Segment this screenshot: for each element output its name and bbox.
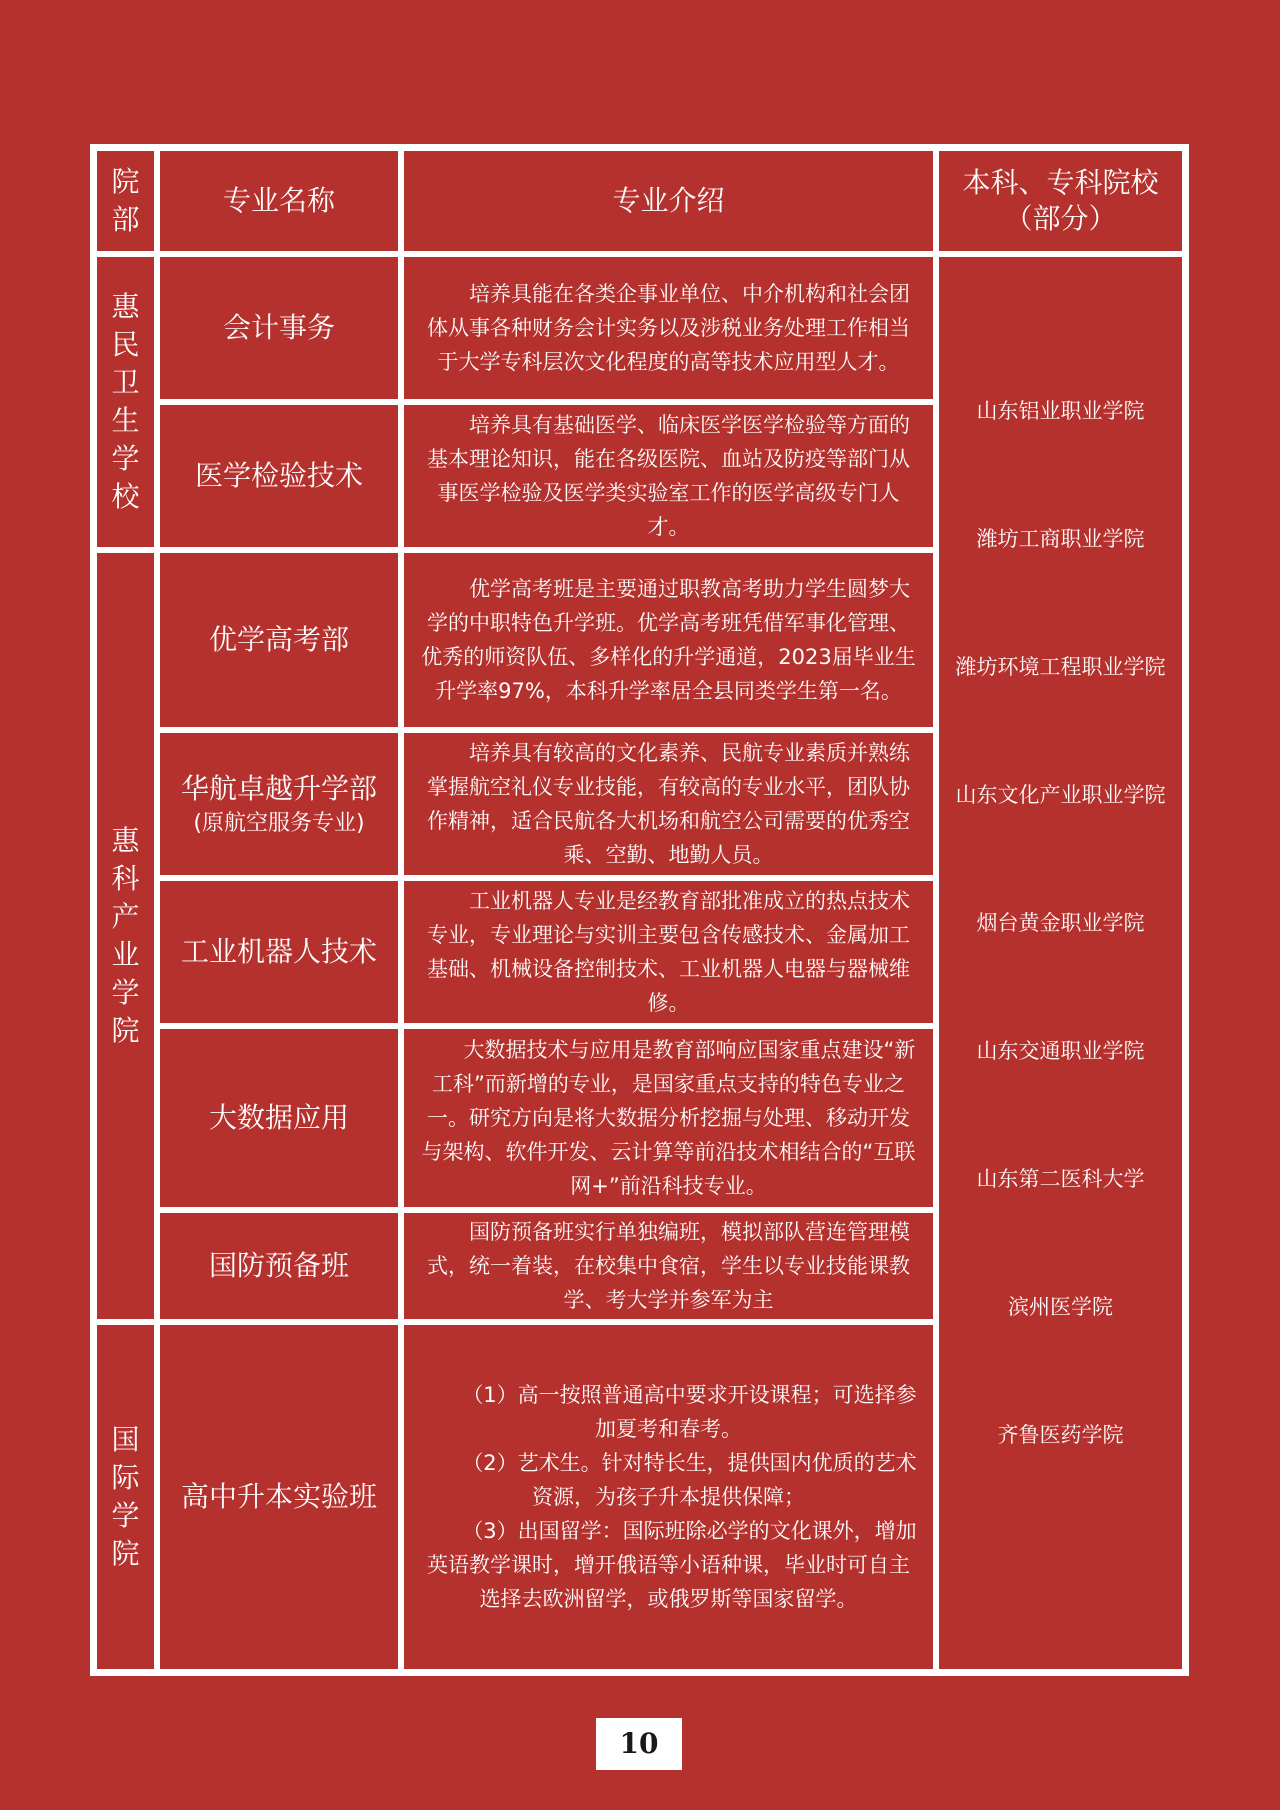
major-intro-paragraph: 培养具有较高的文化素养、民航专业素质并熟练掌握航空礼仪专业技能，有较高的专业水平，团队协作精神，适合民航各大机场和航空公司需要的优秀空乘、空勤、地勤人员。 (427, 741, 910, 867)
major-name: 工业机器人技术 (180, 935, 377, 968)
major-name: 医学检验技术 (194, 459, 363, 492)
school-item: 山东铝业职业学院 (976, 399, 1145, 423)
department-cell: 国 际 学 院 (94, 1322, 157, 1672)
major-intro-cell (401, 402, 936, 550)
major-name: 高中升本实验班 (180, 1480, 377, 1513)
major-name: 会计事务 (222, 311, 335, 344)
header-schools: 本科、专科院校 （部分） (936, 148, 1185, 254)
major-name-cell (157, 550, 401, 730)
major-intro-paragraph: （3）出国留学：国际班除必学的文化课外，增加英语教学课时，增开俄语等小语种课，毕业时可自主选择去欧洲留学，或俄罗斯等国家留学。 (427, 1519, 917, 1611)
major-name-cell (157, 1322, 401, 1672)
major-intro-cell (401, 1210, 936, 1322)
major-intro-cell (401, 550, 936, 730)
major-intro-cell (401, 730, 936, 878)
major-intro-paragraph: 大数据技术与应用是教育部响应国家重点建设“新工科”而新增的专业，是国家重点支持的特色专业之一。研究方向是将大数据分析挖掘与处理、移动开发与架构、软件开发、云计算等前沿技术相结合的“互联网+”前沿科技专业。 (421, 1038, 916, 1198)
major-name-cell (157, 1026, 401, 1210)
header-major-name: 专业名称 (157, 148, 401, 254)
major-intro-paragraph: 培养具能在各类企事业单位、中介机构和社会团体从事各种财务会计实务以及涉税业务处理工作相当于大学专科层次文化程度的高等技术应用型人才。 (427, 282, 910, 374)
school-item: 齐鲁医药学院 (997, 1423, 1124, 1447)
header-department: 院 部 (94, 148, 157, 254)
major-intro-cell (401, 254, 936, 402)
major-name: 优学高考部 (208, 623, 349, 656)
major-intro-cell (401, 878, 936, 1026)
page-number: 10 (596, 1718, 682, 1770)
major-intro-cell (401, 1322, 936, 1672)
major-name-cell (157, 254, 401, 402)
major-name: 大数据应用 (208, 1101, 349, 1134)
school-item: 滨州医学院 (1008, 1295, 1113, 1319)
major-name-cell (157, 1210, 401, 1322)
major-name-cell (157, 730, 401, 878)
major-intro-paragraph: 培养具有基础医学、临床医学医学检验等方面的基本理论知识，能在各级医院、血站及防疫等部门从事医学检验及医学类实验室工作的医学高级专门人才。 (427, 413, 910, 539)
major-name-cell (157, 402, 401, 550)
major-intro-paragraph: （1）高一按照普通高中要求开设课程；可选择参加夏考和春考。 (462, 1383, 917, 1441)
school-item: 山东文化产业职业学院 (955, 783, 1166, 807)
school-item: 潍坊工商职业学院 (976, 527, 1145, 551)
major-intro-paragraph: 工业机器人专业是经教育部批准成立的热点技术专业，专业理论与实训主要包含传感技术、金属加工基础、机械设备控制技术、工业机器人电器与器械维修。 (427, 889, 910, 1015)
majors-table (90, 144, 1189, 1676)
major-name-note: (原航空服务专业) (193, 811, 365, 836)
school-item: 山东交通职业学院 (976, 1039, 1145, 1063)
major-name: 国防预备班 (208, 1249, 349, 1282)
schools-list (939, 397, 1182, 1549)
school-item: 山东第二医科大学 (976, 1167, 1145, 1191)
table-row (94, 254, 1185, 402)
header-row (94, 148, 1185, 254)
schools-cell (936, 254, 1185, 1672)
major-intro-paragraph: 国防预备班实行单独编班，模拟部队营连管理模式，统一着装，在校集中食宿，学生以专业技能课教学、考大学并参军为主 (427, 1220, 910, 1312)
header-major-intro: 专业介绍 (401, 148, 936, 254)
major-intro-cell (401, 1026, 936, 1210)
major-name-cell (157, 878, 401, 1026)
department-cell: 惠 民 卫 生 学 校 (94, 254, 157, 550)
major-intro-paragraph: 优学高考班是主要通过职教高考助力学生圆梦大学的中职特色升学班。优学高考班凭借军事化管理、优秀的师资队伍、多样化的升学通道，2023届毕业生升学率97%，本科升学率居全县同类学生第一名。 (421, 577, 916, 703)
school-item: 潍坊环境工程职业学院 (955, 655, 1166, 679)
major-name: 华航卓越升学部 (180, 772, 377, 805)
department-cell: 惠 科 产 业 学 院 (94, 550, 157, 1322)
school-item: 烟台黄金职业学院 (976, 911, 1145, 935)
major-intro-paragraph: （2）艺术生。针对特长生，提供国内优质的艺术资源，为孩子升本提供保障； (462, 1451, 917, 1509)
